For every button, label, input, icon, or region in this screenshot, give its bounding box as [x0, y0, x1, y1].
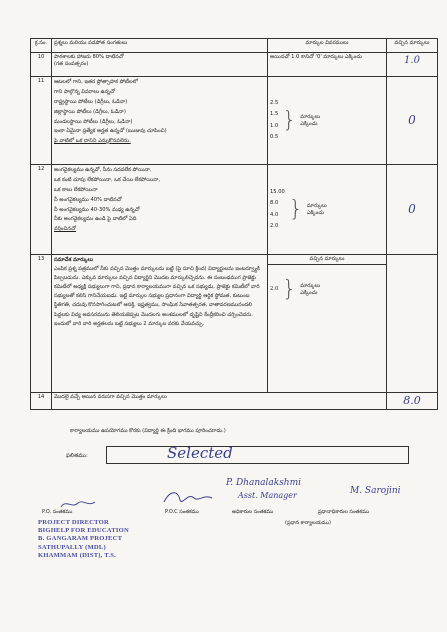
- brace-icon: }: [288, 196, 303, 222]
- score-value: 1.0: [270, 122, 279, 129]
- handwritten-name: M. Sarojini: [350, 486, 401, 496]
- row-question: [52, 255, 268, 393]
- row-line: అంగవైకల్యము ఉన్నచో, సీను సదవలేక పోయినా,: [54, 167, 152, 173]
- poc-signature-label: P.O.C సంతకము: [165, 509, 199, 515]
- stamp-line: SATHUPALLY (MDL): [38, 543, 106, 551]
- awarded-mark: 8.0: [403, 394, 421, 407]
- score-value: 1.5: [270, 111, 279, 118]
- hq-note: (ప్రధాన కార్యాలయము): [285, 520, 331, 526]
- row-line: (గత సంవత్సరం): [54, 60, 89, 67]
- scoring-label: మార్కులు ఎక్కించు: [300, 113, 321, 127]
- row-awarded: [387, 255, 438, 393]
- row-number: 14: [31, 393, 52, 410]
- row-line: గాని పాల్గొన్న వివరాలు ఉన్నచో: [54, 88, 115, 95]
- table-row-11: [31, 77, 438, 165]
- row-scoring: అయినచో 1.0 కానిచో '0' మార్కులు ఎక్కించు: [268, 53, 387, 77]
- row-scoring: [268, 255, 387, 393]
- row-line: ఒక కంటి చూపు లేకపోయినా, ఒక చేయి లేకపోయినా,: [54, 176, 161, 183]
- member2-signature-label: ప్రధానాధికారుల సంతకము: [318, 509, 370, 515]
- row-number: 13: [31, 255, 52, 393]
- row-line: ఒక కాలు లేకపోయినా: [54, 186, 98, 193]
- stamp-line: B. GANGARAM PROJECT: [38, 535, 123, 543]
- score-value: 4.0: [270, 211, 279, 218]
- brace-icon: }: [282, 107, 297, 133]
- stamp-line: PROJECT DIRECTOR: [38, 519, 109, 526]
- row-line: రాష్ట్రస్థాయి పోటీలు (డిగ్రీలు, ఓడినా): [54, 98, 128, 105]
- evaluation-table: [30, 38, 438, 410]
- officer-signature-label: P.O. సంతకము: [42, 509, 73, 515]
- signature-scribble: [160, 486, 220, 508]
- row-question: మొదలై వచ్చే ఆయిన వరుసగా వచ్చిన మొత్తం మార్కులు: [52, 393, 387, 410]
- awarded-mark: 1.0: [404, 55, 420, 66]
- header-awarded: వచ్చిన మార్కులు: [387, 39, 438, 53]
- stamp-line: KHAMMAM (DIST), T.S.: [38, 551, 116, 559]
- row-number: 11: [31, 77, 52, 165]
- result-value: Selected: [167, 444, 233, 462]
- row-line: వర్తించినచో: [54, 226, 76, 233]
- row-line: నీ అంగవైకల్యము 40-30% మధ్య ఉన్నచో: [54, 206, 140, 213]
- row-scoring: [268, 77, 387, 165]
- row-line: నీ అంగవైకల్యము 40% దాటినచో: [54, 196, 122, 203]
- table-row-10: [31, 53, 438, 77]
- project-director-stamp: [38, 519, 148, 560]
- member1-signature-label: అధికారుల సంతకము: [232, 509, 274, 515]
- row-line: నీకు అంగవైకల్యము ఉండి పై వాటిలో ఏది: [54, 216, 137, 223]
- row-awarded: [387, 77, 438, 165]
- score-value: 2.0: [270, 286, 279, 293]
- row-question: [52, 77, 268, 165]
- handwritten-title: Asst. Manager: [238, 491, 297, 500]
- table-row-13: [31, 255, 438, 393]
- table-header: [31, 39, 438, 53]
- row-line: పాఠశాలకు హాజరు 80% దాటినచో: [54, 54, 124, 60]
- result-box: [106, 446, 409, 464]
- table-row-14: [31, 393, 438, 410]
- awarded-mark: 0: [408, 201, 416, 216]
- score-value: 2.0: [270, 222, 279, 229]
- awarded-mark: 0: [408, 112, 416, 127]
- header-no: క్ర.సం.: [31, 39, 52, 53]
- row-number: 12: [31, 165, 52, 255]
- row-line: ఆటలలో గాని, ఇతర ప్రోత్సాహక పోటీలలో: [54, 79, 138, 85]
- handwritten-name: P. Dhanalakshmi: [226, 478, 302, 488]
- row-awarded: [387, 165, 438, 255]
- row-scoring: [268, 165, 387, 255]
- header-scoring: మార్కుల వివరములు: [268, 39, 387, 53]
- score-value: 2.5: [270, 99, 279, 106]
- result-label: ఫలితము:: [66, 453, 88, 459]
- row-line: మండలస్థాయి పోటీలు (డిగ్రీలు, ఓడినా): [54, 118, 133, 125]
- score-value: 15.00: [270, 188, 285, 195]
- row-number: 10: [31, 53, 52, 77]
- row-awarded: [387, 393, 438, 410]
- brace-icon: }: [282, 276, 297, 302]
- stamp-line: BIGHELP FOR EDUCATION: [38, 527, 129, 535]
- row-title: సమావేశ మార్కులు: [54, 257, 93, 263]
- row-line: పై వాటిలో ఒక దానిని ఎన్నుకొనవలెను.: [54, 138, 131, 145]
- scoring-label: మార్కులు ఎక్కించు: [306, 202, 327, 216]
- scoring-label: మార్కులు ఎక్కించు: [300, 283, 321, 296]
- row-line: జిల్లాస్థాయి పోటీలు (డిగ్రీలు, ఓడినా): [54, 108, 126, 115]
- awarded-header: వచ్చిన మార్కులు: [268, 255, 386, 265]
- row-question: [52, 165, 268, 255]
- row-question: [52, 53, 268, 77]
- office-use-note: కార్యాలయము ఉపయోగము కొరకు (విద్యార్థి ఈ క్రింది భాగము పూరించరాదు.): [70, 428, 226, 434]
- score-value: 8.0: [270, 200, 279, 207]
- score-value: 0.5: [270, 133, 279, 140]
- row-body: ఎంపిక ప్రశ్న పత్రములో నీకు వచ్చిన మొత్తం మార్కులను బట్టి (పై సూచి క్రింద) విద్యార్థులను ఇంటర్వ్యూకి పిల్చబడును. ఎక్కువ మార్కులు వచ్చిన విద్యార్థిని మొదట మార్కులిచ్చెదను. ఈ సంబంధముగ ప్రాజెక్టు కమిటీలో అధ్యక్షి సభ్యులుగా గాని, ప్రధాన కార్యాలయముగా వచ్చిన ఒక సభ్యుడు, ప్రాజెక్టు కమిటీలో వారి సభ్యులతో కలిసి గానిచేయబడు. ఇట్టి మార్కుల సభ్యుల ప్రధానంగా విద్యార్థి ఆర్థిక స్థోమత, కుటుంబ స్థితిగతి, చదువు కొనసాగించుటలో ఆసక్తి, ఇష్టత్వము, సాంఘిక సేవాతత్పరత, వాతావరణమునందలి పెద్దలకు విద్య అవసరమును తెలియజెప్పట మొదలగు అంశములలో దృష్టిని కేంద్రీకరించి చర్చించెదరు. ఇందులో వారి వారి అర్హతలను బట్టి సభ్యులు 2 మార్కుల వరకు వేయవచ్చు.: [54, 266, 260, 327]
- header-question: ప్రశ్నలు మరియు వడపోత సంగతులు: [52, 39, 268, 53]
- table-row-12: [31, 165, 438, 255]
- row-awarded: [387, 53, 438, 77]
- row-line: ఇంకా ఏమైనా ప్రత్యేక అర్హత ఉన్నచో (ఋజువు చూపించి): [54, 128, 167, 135]
